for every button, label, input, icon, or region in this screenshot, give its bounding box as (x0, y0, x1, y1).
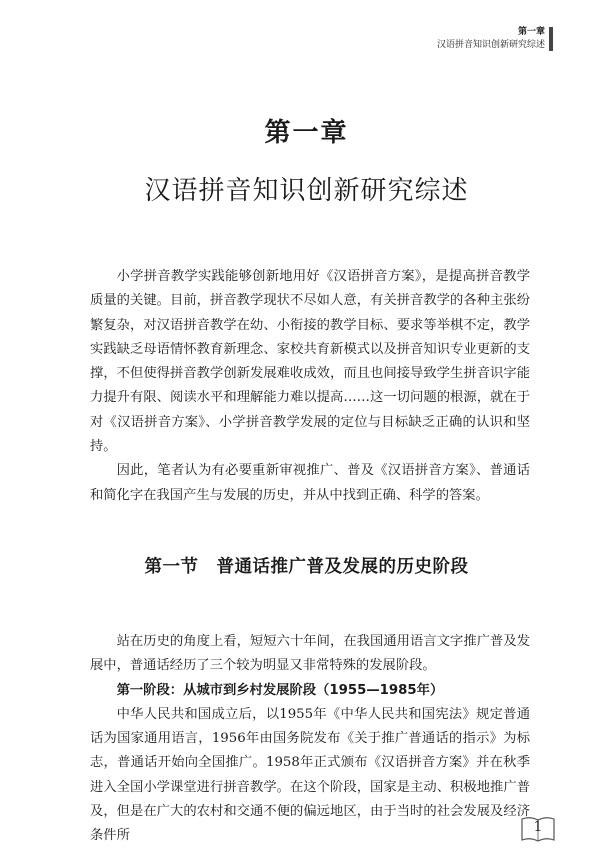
page-number-label: 1 (533, 819, 543, 835)
section-text (90, 630, 530, 849)
chapter-title: 汉语拼音知识创新研究综述 (144, 176, 469, 206)
chapter-number: 第一章 (264, 118, 349, 148)
page-number (519, 815, 557, 845)
header-bar-decoration (549, 27, 553, 51)
running-header (437, 26, 545, 52)
section-paragraph-2: 中华人民共和国成立后，以1955年《中华人民共和国宪法》规定普通话为国家通用语言，1956年由国务院发布《关于推广普通话的指示》为标志，普通话开始向全国推广。1958年正式颁布《汉语拼音方案》并在秋季进入全国小学课堂进行拼音教学。在这个阶段，国家是主动、积极地推广普及，但是在广大的农村和交通不便的偏远地区，由于当时的社会发展及经济条件所 (90, 706, 530, 844)
running-header-title: 汉语拼音知识创新研究综述 (436, 40, 545, 50)
intro-paragraph-2: 因此，笔者认为有必要重新审视推广、普及《汉语拼音方案》、普通话和简化字在我国产生与发展的历史，并从中找到正确、科学的答案。 (90, 463, 530, 503)
intro-paragraph-1: 小学拼音教学实践能够创新地用好《汉语拼音方案》，是提高拼音教学质量的关键。目前，拼音教学现状不尽如人意，有关拼音教学的各种主张纷繁复杂，对汉语拼音教学在幼、小衔接的教学目标、要求等举棋不定，教学实践缺乏母语情怀教育新理念、家校共育新模式以及拼音知识专业更新的支撑，不但使得拼音教学创新发展难收成效，而且也间接导致学生拼音识字能力提升有限、阅读水平和理解能力难以提高……这一切问题的根源，就在于对《汉语拼音方案》、小学拼音教学发展的定位与目标缺乏正确的认识和坚持。 (90, 269, 530, 455)
stage1-heading: 第一阶段：从城市到乡村发展阶段（1955—1985年） (116, 682, 444, 698)
section-paragraph-1: 站在历史的角度上看，短短六十年间，在我国通用语言文字推广普及发展中，普通话经历了三个较为明显又非常特殊的发展阶段。 (90, 634, 530, 674)
running-header-chapter: 第一章 (517, 27, 545, 37)
section-title: 第一节 普通话推广普及发展的历史阶段 (144, 557, 469, 577)
intro-text (90, 265, 530, 508)
